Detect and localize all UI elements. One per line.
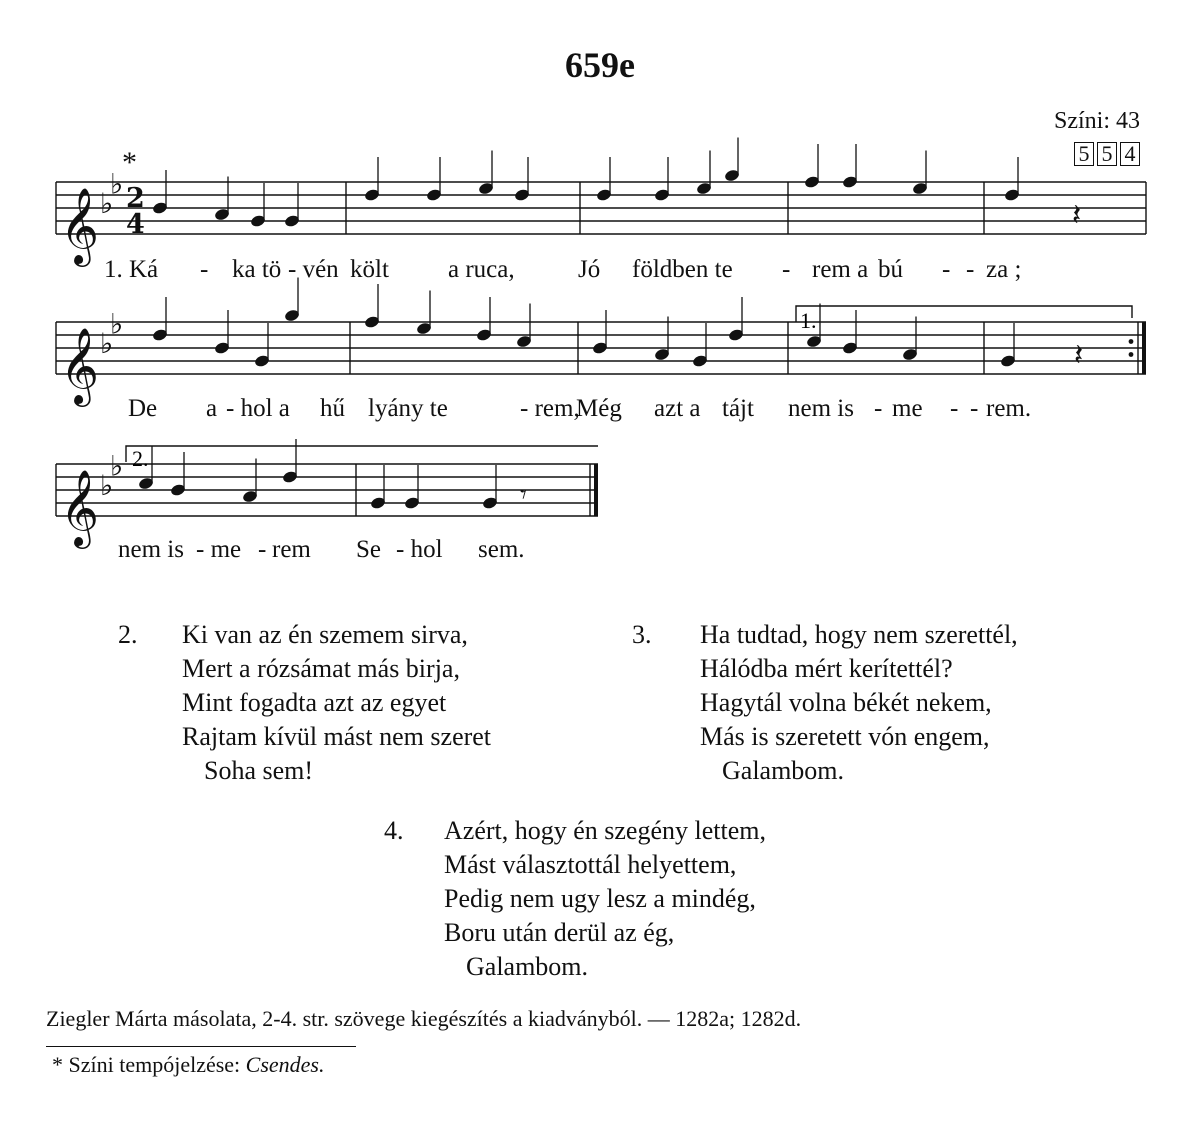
lyric-syllable: - (950, 395, 959, 422)
reference-label: Színi: 43 (1053, 108, 1140, 134)
footnote-marker: * (122, 146, 137, 179)
lyric-syllable: - vén (288, 256, 339, 283)
ending-2-bracket (126, 446, 598, 462)
page-title: 659e (565, 45, 635, 85)
source-note: Ziegler Márta másolata, 2-4. str. szövege kiegészítés a kiadványból. — 1282a; 1282d. (46, 1006, 802, 1031)
verse-refrain: Galambom. (466, 952, 589, 981)
ending-2-label: 2. (132, 446, 149, 471)
lyric-syllable: tájt (722, 395, 754, 422)
eighth-rest-icon: 𝄾 (520, 480, 527, 510)
lyric-syllable: - (970, 395, 979, 422)
repeat-dot (1129, 352, 1134, 357)
verse-number: 3. (632, 620, 652, 649)
lyric-syllable: azt a (654, 395, 701, 422)
quarter-rest-icon: 𝄽 (1074, 338, 1084, 373)
flat-icon: ♭ (110, 167, 124, 201)
lyric-syllable: földben te (632, 256, 733, 283)
verse-line: Hálódba mért kerítettél? (700, 654, 953, 683)
lyric-syllable: ka tö (232, 256, 282, 283)
time-signature: 4 (126, 209, 145, 240)
time-signature: 2 (126, 183, 145, 214)
treble-clef-icon: 𝄞 (60, 327, 100, 404)
lyric-syllable: Jó (578, 256, 601, 283)
lyric-syllable: rem. (986, 395, 1032, 422)
quarter-rest-icon: 𝄽 (1072, 198, 1082, 233)
footnote-marker: * (52, 1052, 63, 1077)
volta-brackets (126, 306, 1132, 462)
lyric-syllable: za ; (986, 256, 1022, 283)
verse-line: Boru után derül az ég, (444, 918, 675, 947)
treble-clef-icon: 𝄞 (60, 187, 100, 264)
verse-line: Mint fogadta azt az egyet (182, 688, 447, 717)
lyric-syllable: - me (196, 536, 242, 563)
verse-line: Pedig nem ugy lesz a mindég, (444, 884, 756, 913)
ending-1-bracket (796, 306, 1132, 322)
reference-box: 5 (1074, 142, 1094, 166)
verse-line: Mást választottál helyettem, (444, 850, 737, 879)
lyric-syllable: - (942, 256, 951, 283)
footnote-text: Színi tempójelzése: (68, 1052, 241, 1077)
lyric-syllable: 1. Ká (104, 256, 159, 283)
lyric-syllable: - (782, 256, 791, 283)
lyric-syllable: a (206, 395, 218, 422)
final-barline (1142, 322, 1146, 374)
reference-box: 4 (1120, 142, 1140, 166)
lyric-syllable: nem is (118, 536, 184, 563)
verse-line: Rajtam kívül mást nem szeret (182, 722, 492, 751)
verse-line: Ki van az én szemem sirva, (182, 620, 468, 649)
verse-line: Hagytál volna békét nekem, (700, 688, 992, 717)
ending-1-label: 1. (800, 308, 817, 333)
verse-line: Más is szeretett vón engem, (700, 722, 990, 751)
verse-refrain: Soha sem! (204, 756, 314, 785)
footnote-divider (46, 1046, 356, 1047)
lyric-syllable: - (200, 256, 209, 283)
verse-line: Ha tudtad, hogy nem szerettél, (700, 620, 1018, 649)
flat-icon: ♭ (110, 307, 124, 341)
lyric-syllable: - (966, 256, 975, 283)
lyric-syllable: rem a (812, 256, 869, 283)
flat-icon: ♭ (110, 449, 124, 483)
repeat-dot (1129, 339, 1134, 344)
footnote-tempo: Csendes. (245, 1052, 325, 1077)
flat-icon: ♭ (100, 327, 114, 360)
lyric-syllable: me (892, 395, 923, 422)
lyric-syllable: Se (356, 536, 381, 563)
treble-clef-icon: 𝄞 (60, 469, 100, 546)
verse-number: 2. (118, 620, 138, 649)
clefs (60, 168, 145, 550)
lyric-syllable: Még (576, 395, 622, 422)
footnote (52, 1052, 325, 1078)
flat-icon: ♭ (100, 187, 114, 220)
verse-number: 4. (384, 816, 404, 845)
reference-box: 5 (1097, 142, 1117, 166)
flat-icon: ♭ (100, 469, 114, 502)
final-barline (594, 464, 598, 516)
lyric-syllable: sem. (478, 536, 525, 563)
lyric-syllable: hű (320, 395, 345, 422)
lyric-syllable: De (128, 395, 158, 422)
lyric-syllable: - rem, (520, 395, 580, 422)
lyric-syllable: nem is (788, 395, 854, 422)
verse-line: Mert a rózsámat más birja, (182, 654, 460, 683)
verse-line: Azért, hogy én szegény lettem, (444, 816, 766, 845)
lyric-syllable: - hol a (226, 395, 290, 422)
verse-refrain: Galambom. (722, 756, 845, 785)
lyric-syllable: költ (350, 256, 389, 283)
lyric-syllable: rem (272, 536, 311, 563)
lyric-syllable: - (258, 536, 267, 563)
lyric-syllable: - hol (396, 536, 443, 563)
lyric-syllable: - (874, 395, 883, 422)
notes (138, 138, 1083, 511)
lyric-syllable: bú (878, 256, 903, 283)
lyric-syllable: lyány te (368, 395, 448, 422)
lyric-syllable: a ruca, (448, 256, 515, 283)
